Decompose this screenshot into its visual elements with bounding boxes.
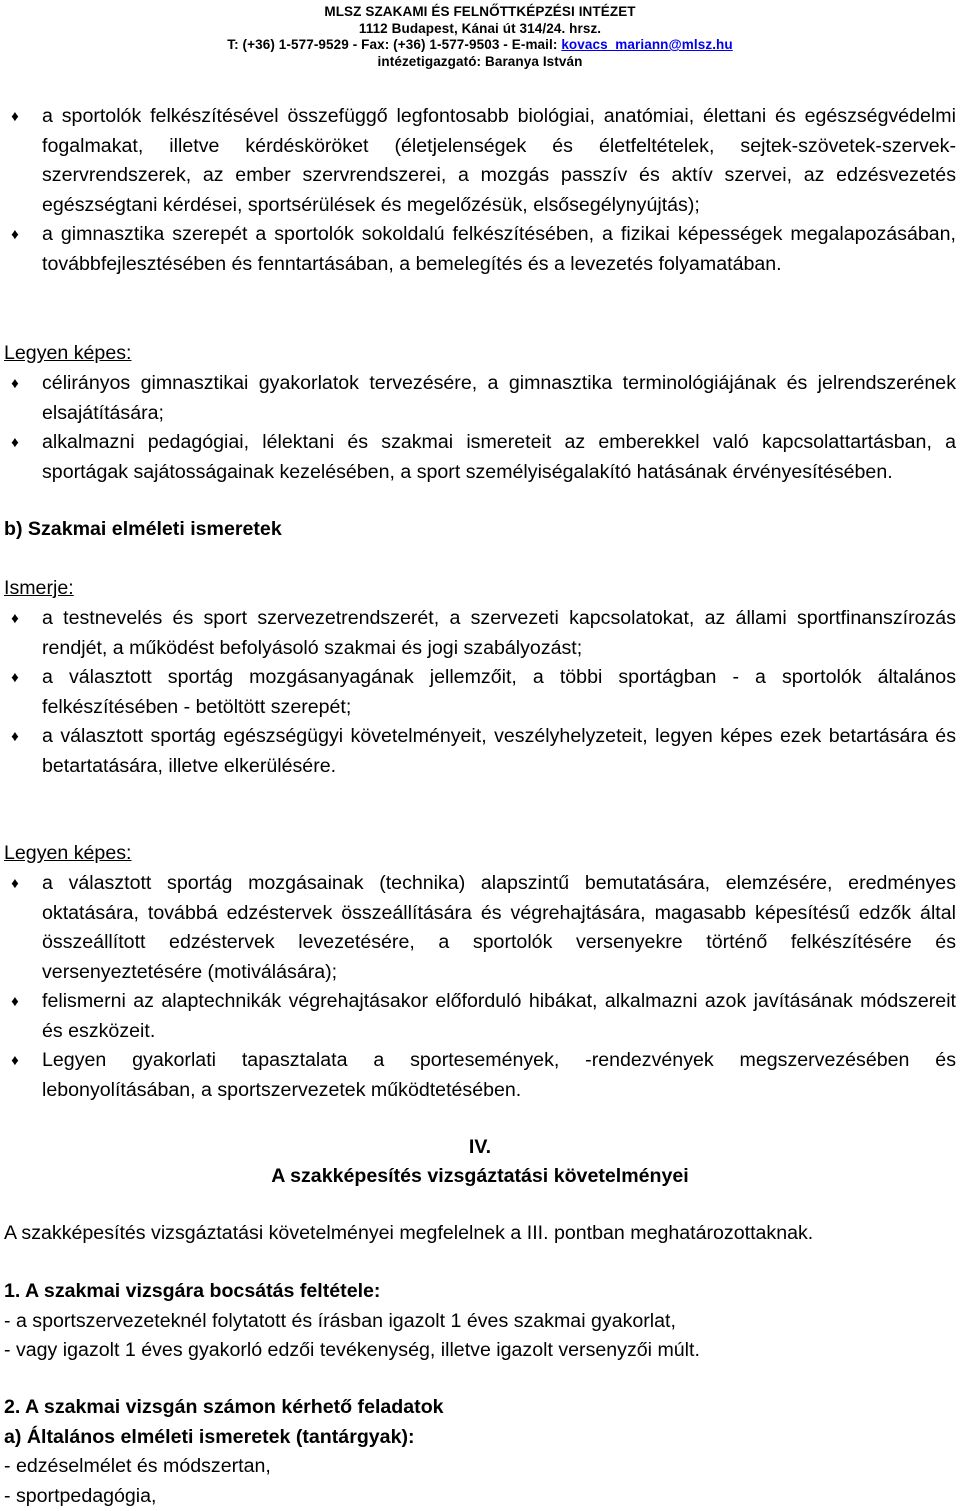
knowledge-list-1 (4, 102, 956, 279)
list-item-text: felismerni az alaptechnikák végrehajtásakor előforduló hibákat, alkalmazni azok javításának módszereit és eszközeit. (42, 990, 956, 1042)
bullet-diamond-icon: ♦ (4, 604, 26, 634)
intro-text: A szakképesítés vizsgáztatási követelményei megfelelnek a III. pontban meghatározottaknak. (4, 1219, 956, 1249)
list-item (4, 102, 956, 220)
list-item-text: a sportolók felkészítésével összefüggő legfontosabb biológiai, anatómiai, élettani és egészségvédelmi fogalmakat, illetve kérdésköröket (életjelenségek és életfeltételek, sejtek-szövetek-szervek-szervrendszerek, az ember szervrendszerei, a mozgás passzív és aktív szervei, az edzésvezetés egészségtani kérdései, sportsérülések és megelőzésük, elsősegélynyújtás); (42, 105, 956, 216)
item2-title: 2. A szakmai vizsgán számon kérhető feladatok (4, 1393, 956, 1423)
section-heading: Legyen képes: (4, 839, 956, 869)
list-item-text: Legyen gyakorlati tapasztalata a sportesemények, -rendezvények megszervezésében és lebonyolításában, a sportszervezetek működtetésében. (42, 1049, 956, 1101)
bullet-diamond-icon: ♦ (4, 722, 26, 752)
list-item (4, 869, 956, 987)
director-line: intézetigazgató: Baranya István (0, 54, 960, 71)
bullet-diamond-icon: ♦ (4, 102, 26, 132)
bullet-diamond-icon: ♦ (4, 220, 26, 250)
list-item-text: célirányos gimnasztikai gyakorlatok tervezésére, a gimnasztika terminológiájának és jelrendszerének elsajátítására; (42, 372, 956, 424)
section-iv-title (4, 1162, 956, 1192)
list-item-text: alkalmazni pedagógiai, lélektani és szakmai ismereteit az emberekkel való kapcsolattartásban, a sportágak sajátosságainak kezelésében, a sport személyiségalakító hatásának érvényesítésében. (42, 431, 956, 483)
section-heading: Ismerje: (4, 574, 956, 604)
list-item (4, 1046, 956, 1105)
item1-title: 1. A szakmai vizsgára bocsátás feltétele: (4, 1277, 956, 1307)
list-item (4, 722, 956, 781)
ability-list-1 (4, 369, 956, 487)
heading-b-section (4, 515, 956, 545)
section-intro (4, 1219, 956, 1249)
bullet-diamond-icon: ♦ (4, 428, 26, 458)
heading-ismerje (4, 574, 956, 604)
phone-fax: T: (+36) 1-577-9529 - Fax: (+36) 1-577-9503 - E-mail: (227, 37, 561, 52)
section-number: IV. (4, 1133, 956, 1163)
item1 (4, 1277, 956, 1366)
letterhead (0, 0, 960, 70)
list-item (4, 220, 956, 279)
section-heading: Legyen képes: (4, 339, 956, 369)
item1-line: - vagy igazolt 1 éves gyakorló edzői tevékenység, illetve igazolt versenyzői múlt. (4, 1336, 956, 1366)
knowledge-list-2 (4, 604, 956, 781)
list-item (4, 369, 956, 428)
heading-legyen-kepes-2 (4, 839, 956, 869)
email-link[interactable]: kovacs_mariann@mlsz.hu (561, 37, 732, 52)
ability-list-2 (4, 869, 956, 1105)
item2 (4, 1393, 956, 1511)
list-item (4, 987, 956, 1046)
item2-subtitle: a) Általános elméleti ismeretek (tantárgyak): (4, 1423, 956, 1453)
institute-address: 1112 Budapest, Kánai út 314/24. hrsz. (0, 21, 960, 38)
list-item-text: a választott sportág mozgásanyagának jellemzőit, a többi sportágban - a sportolók általános felkészítésében - betöltött szerepét; (42, 666, 956, 718)
bullet-diamond-icon: ♦ (4, 987, 26, 1017)
bullet-diamond-icon: ♦ (4, 663, 26, 693)
section-title: A szakképesítés vizsgáztatási követelményei (4, 1162, 956, 1192)
bullet-diamond-icon: ♦ (4, 869, 26, 899)
section-iv-number (4, 1133, 956, 1163)
list-item-text: a gimnasztika szerepét a sportolók sokoldalú felkészítésében, a fizikai képességek megalapozásában, továbbfejlesztésében és fenntartásában, a bemelegítés és a levezetés folyamatában. (42, 223, 956, 275)
contact-line (0, 37, 960, 54)
item2-line: - edzéselmélet és módszertan, (4, 1452, 956, 1482)
heading-legyen-kepes-1 (4, 339, 956, 369)
list-item (4, 428, 956, 487)
subsection-title: b) Szakmai elméleti ismeretek (4, 515, 956, 545)
list-item (4, 663, 956, 722)
institute-name: MLSZ SZAKAMI ÉS FELNŐTTKÉPZÉSI INTÉZET (0, 4, 960, 21)
bullet-diamond-icon: ♦ (4, 369, 26, 399)
list-item-text: a választott sportág egészségügyi követelményeit, veszélyhelyzeteit, legyen képes ezek betartására és betartatására, illetve elkerülésére. (42, 725, 956, 777)
bullet-diamond-icon: ♦ (4, 1046, 26, 1076)
list-item-text: a választott sportág mozgásainak (technika) alapszintű bemutatására, elemzésére, eredményes oktatására, továbbá edzéstervek összeállítására és végrehajtására, magasabb képesítésű edzők által összeállított edzéstervek levezetésére, a sportolók versenyekre történő felkészítésére és versenyeztetésére (motiválására); (42, 872, 956, 983)
item1-line: - a sportszervezeteknél folytatott és írásban igazolt 1 éves szakmai gyakorlat, (4, 1307, 956, 1337)
list-item (4, 604, 956, 663)
item2-line: - sportpedagógia, (4, 1482, 956, 1511)
list-item-text: a testnevelés és sport szervezetrendszerét, a szervezeti kapcsolatokat, az állami sportfinanszírozás rendjét, a működést befolyásoló szakmai és jogi szabályozást; (42, 607, 956, 659)
